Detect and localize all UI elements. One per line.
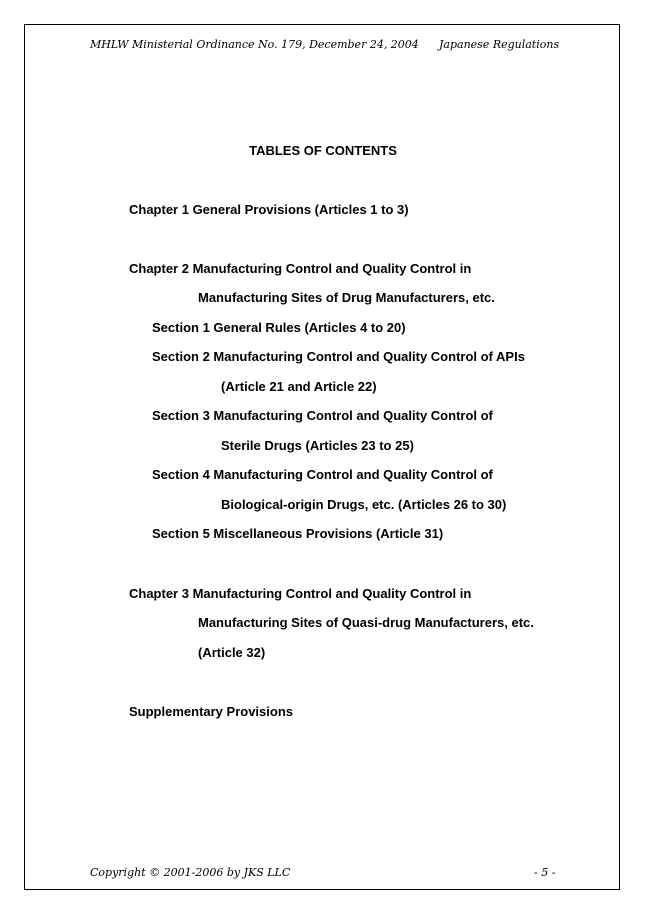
toc-section-1: Section 1 General Rules (Articles 4 to 20) — [152, 320, 406, 335]
toc-section-3-line-2: Sterile Drugs (Articles 23 to 25) — [221, 438, 414, 453]
toc-chapter-2-line-2: Manufacturing Sites of Drug Manufacturers, etc. — [198, 290, 495, 305]
toc-supplementary-provisions: Supplementary Provisions — [129, 704, 293, 719]
toc-section-4-line-1: Section 4 Manufacturing Control and Quality Control of — [152, 467, 493, 482]
header-regulations: Japanese Regulations — [439, 38, 560, 51]
toc-chapter-2-line-1: Chapter 2 Manufacturing Control and Quality Control in — [129, 261, 472, 276]
toc-section-5: Section 5 Miscellaneous Provisions (Article 31) — [152, 526, 444, 541]
toc-chapter-3-line-2: Manufacturing Sites of Quasi-drug Manufacturers, etc. — [198, 615, 534, 630]
toc-section-4-line-2: Biological-origin Drugs, etc. (Articles 26 to 30) — [221, 497, 507, 512]
toc-chapter-3-line-1: Chapter 3 Manufacturing Control and Quality Control in — [129, 586, 472, 601]
toc-chapter-3-line-3: (Article 32) — [198, 645, 266, 660]
footer-copyright: Copyright © 2001-2006 by JKS LLC — [90, 866, 291, 879]
toc-chapter-1: Chapter 1 General Provisions (Articles 1 to 3) — [129, 202, 409, 217]
toc-section-2-line-1: Section 2 Manufacturing Control and Quality Control of APIs — [152, 349, 525, 364]
toc-section-3-line-1: Section 3 Manufacturing Control and Quality Control of — [152, 408, 493, 423]
toc-section-2-line-2: (Article 21 and Article 22) — [221, 379, 377, 394]
footer-page-number: - 5 - — [534, 866, 556, 879]
page-title: TABLES OF CONTENTS — [249, 143, 397, 158]
header-citation: MHLW Ministerial Ordinance No. 179, December 24, 2004 — [90, 38, 419, 51]
